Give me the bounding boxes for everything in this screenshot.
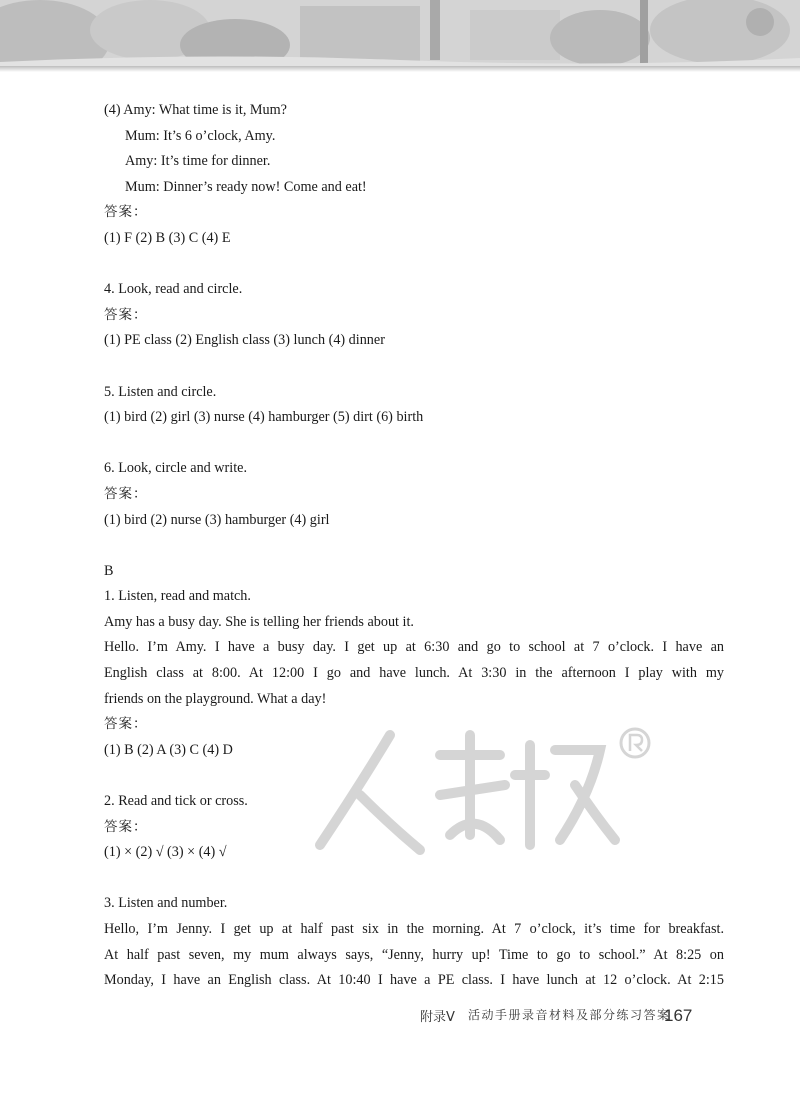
answer-label: 答案： bbox=[104, 306, 148, 323]
exercise-heading: 1. Listen, read and match. bbox=[104, 588, 251, 605]
answer-label: 答案： bbox=[104, 818, 148, 835]
footer-appendix-label: 附录V bbox=[420, 1010, 455, 1025]
passage-line: Hello. I’m Amy. I have a busy day. I get up at 6:30 and go to school at 7 o’clock. I have an bbox=[104, 639, 724, 656]
header-banner-illustration bbox=[0, 0, 800, 72]
dialogue-line: (4) Amy: What time is it, Mum? bbox=[104, 102, 287, 118]
answer-label: 答案： bbox=[104, 716, 148, 733]
answer-line: (1) bird (2) girl (3) nurse (4) hamburger (5) dirt (6) birth bbox=[104, 409, 424, 426]
page-footer bbox=[420, 1006, 720, 1032]
answer-line: (1) F (2) B (3) C (4) E bbox=[104, 229, 231, 246]
answer-line: (1) × (2) √ (3) × (4) √ bbox=[104, 844, 227, 861]
answer-line: (1) PE class (2) English class (3) lunch (4) dinner bbox=[104, 332, 385, 349]
passage-intro: Amy has a busy day. She is telling her friends about it. bbox=[104, 613, 414, 630]
passage-line: friends on the playground. What a day! bbox=[104, 690, 327, 707]
exercise-heading: 2. Read and tick or cross. bbox=[104, 793, 248, 810]
page-number: 167 bbox=[664, 1006, 693, 1025]
passage-line: At half past seven, my mum always says, “Jenny, hurry up! Time to go to school.” At 8:25 on bbox=[104, 946, 724, 963]
banner-fade bbox=[0, 66, 800, 72]
exercise-heading: 6. Look, circle and write. bbox=[104, 460, 248, 477]
answer-label: 答案： bbox=[104, 485, 148, 502]
passage-line: Monday, I have an English class. At 10:40 I have a PE class. I have lunch at 12 o’clock. At 2:15 bbox=[104, 972, 724, 989]
answer-line: (1) B (2) A (3) C (4) D bbox=[104, 741, 233, 758]
passage-line: Hello, I’m Jenny. I get up at half past six in the morning. At 7 o’clock, it’s time for breakfast. bbox=[104, 921, 724, 937]
publisher-watermark-logo bbox=[300, 715, 660, 865]
answer-label: 答案： bbox=[104, 204, 148, 221]
exercise-heading: 3. Listen and number. bbox=[104, 895, 228, 912]
dialogue-line: Mum: Dinner’s ready now! Come and eat! bbox=[125, 178, 367, 195]
banner-decoration bbox=[0, 0, 800, 72]
footer-section-title: 活动手册录音材料及部分练习答案 bbox=[468, 1008, 671, 1022]
passage-line: English class at 8:00. At 12:00 I go and have lunch. At 3:30 in the afternoon I play with my bbox=[104, 665, 724, 682]
dialogue-line: Amy: It’s time for dinner. bbox=[125, 153, 271, 170]
answer-line: (1) bird (2) nurse (3) hamburger (4) girl bbox=[104, 511, 330, 528]
exercise-heading: 5. Listen and circle. bbox=[104, 383, 217, 400]
exercise-heading: 4. Look, read and circle. bbox=[104, 281, 243, 298]
section-heading: B bbox=[104, 562, 114, 579]
dialogue-line: Mum: It’s 6 o’clock, Amy. bbox=[125, 127, 276, 144]
